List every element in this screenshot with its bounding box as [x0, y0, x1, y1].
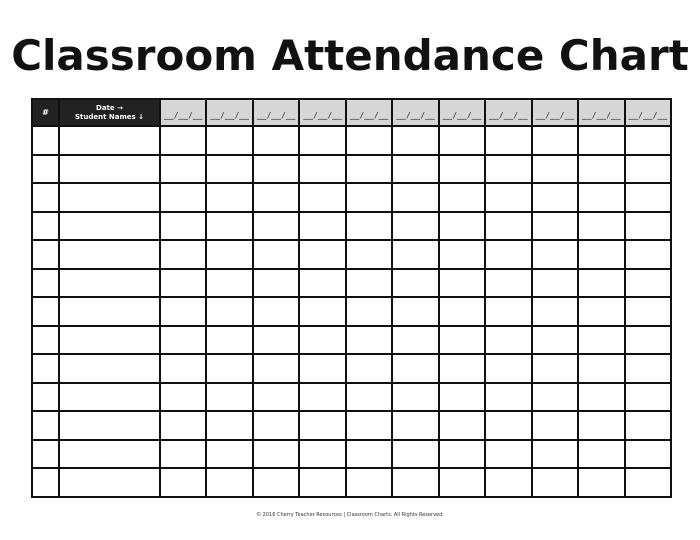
- attendance-cell[interactable]: [485, 383, 531, 412]
- date-placeholder: __/__/__: [582, 111, 621, 120]
- attendance-cell[interactable]: [625, 183, 671, 212]
- student-name-cell[interactable]: [59, 411, 160, 440]
- date-column-header[interactable]: [578, 99, 624, 126]
- attendance-cell[interactable]: [206, 297, 252, 326]
- table-row: [32, 297, 671, 326]
- attendance-cell[interactable]: [253, 411, 299, 440]
- attendance-cell[interactable]: [439, 183, 485, 212]
- attendance-cell[interactable]: [439, 269, 485, 298]
- table-row: [32, 183, 671, 212]
- attendance-cell[interactable]: [346, 212, 392, 241]
- header-row: [32, 99, 671, 126]
- student-name-cell[interactable]: [59, 354, 160, 383]
- attendance-cell[interactable]: [299, 212, 345, 241]
- attendance-rows: [32, 126, 671, 497]
- row-number-cell[interactable]: [32, 326, 59, 355]
- attendance-cell[interactable]: [485, 155, 531, 184]
- attendance-cell[interactable]: [206, 354, 252, 383]
- date-column-header[interactable]: [299, 99, 345, 126]
- attendance-cell[interactable]: [253, 183, 299, 212]
- attendance-cell[interactable]: [160, 126, 206, 155]
- student-name-cell[interactable]: [59, 183, 160, 212]
- attendance-cell[interactable]: [485, 411, 531, 440]
- attendance-cell[interactable]: [346, 440, 392, 469]
- attendance-cell[interactable]: [625, 440, 671, 469]
- date-column-header[interactable]: [532, 99, 578, 126]
- attendance-cell[interactable]: [299, 240, 345, 269]
- attendance-cell[interactable]: [392, 326, 438, 355]
- row-number-cell[interactable]: [32, 354, 59, 383]
- row-number-cell[interactable]: [32, 240, 59, 269]
- attendance-cell[interactable]: [253, 240, 299, 269]
- row-number-cell[interactable]: [32, 183, 59, 212]
- attendance-cell[interactable]: [625, 155, 671, 184]
- attendance-cell[interactable]: [206, 240, 252, 269]
- attendance-cell[interactable]: [625, 297, 671, 326]
- attendance-cell[interactable]: [160, 183, 206, 212]
- attendance-cell[interactable]: [578, 269, 624, 298]
- attendance-cell[interactable]: [253, 297, 299, 326]
- attendance-cell[interactable]: [392, 411, 438, 440]
- row-number-cell[interactable]: [32, 212, 59, 241]
- student-name-cell[interactable]: [59, 297, 160, 326]
- attendance-cell[interactable]: [392, 183, 438, 212]
- attendance-cell[interactable]: [206, 155, 252, 184]
- table-row: [32, 126, 671, 155]
- attendance-table: [31, 98, 672, 498]
- attendance-cell[interactable]: [346, 411, 392, 440]
- attendance-cell[interactable]: [439, 468, 485, 497]
- table-row: [32, 269, 671, 298]
- attendance-cell[interactable]: [625, 468, 671, 497]
- attendance-cell[interactable]: [392, 297, 438, 326]
- attendance-cell[interactable]: [299, 440, 345, 469]
- attendance-cell[interactable]: [485, 440, 531, 469]
- attendance-cell[interactable]: [299, 155, 345, 184]
- attendance-cell[interactable]: [392, 212, 438, 241]
- attendance-cell[interactable]: [253, 468, 299, 497]
- student-name-cell[interactable]: [59, 440, 160, 469]
- attendance-cell[interactable]: [578, 212, 624, 241]
- date-placeholder: __/__/__: [163, 111, 203, 120]
- date-placeholder: __/__/__: [628, 111, 668, 120]
- attendance-cell[interactable]: [253, 354, 299, 383]
- attendance-cell[interactable]: [253, 269, 299, 298]
- student-name-cell[interactable]: [59, 126, 160, 155]
- attendance-cell[interactable]: [392, 383, 438, 412]
- attendance-cell[interactable]: [532, 212, 578, 241]
- attendance-cell[interactable]: [206, 411, 252, 440]
- attendance-cell[interactable]: [532, 383, 578, 412]
- date-placeholder: __/__/__: [535, 111, 575, 120]
- attendance-cell[interactable]: [206, 126, 252, 155]
- attendance-cell[interactable]: [160, 269, 206, 298]
- attendance-cell[interactable]: [578, 183, 624, 212]
- attendance-cell[interactable]: [346, 269, 392, 298]
- attendance-cell[interactable]: [485, 468, 531, 497]
- date-column-header[interactable]: [485, 99, 531, 126]
- attendance-cell[interactable]: [625, 212, 671, 241]
- row-number-cell[interactable]: [32, 269, 59, 298]
- attendance-cell[interactable]: [439, 297, 485, 326]
- attendance-cell[interactable]: [532, 269, 578, 298]
- attendance-cell[interactable]: [299, 269, 345, 298]
- attendance-cell[interactable]: [485, 212, 531, 241]
- attendance-cell[interactable]: [392, 240, 438, 269]
- attendance-cell[interactable]: [253, 440, 299, 469]
- table-row: [32, 468, 671, 497]
- attendance-cell[interactable]: [346, 297, 392, 326]
- attendance-cell[interactable]: [485, 269, 531, 298]
- student-name-cell[interactable]: [59, 383, 160, 412]
- date-column-header[interactable]: [253, 99, 299, 126]
- attendance-cell[interactable]: [439, 354, 485, 383]
- date-column-header[interactable]: [346, 99, 392, 126]
- row-number-cell[interactable]: [32, 155, 59, 184]
- date-column-header[interactable]: [439, 99, 485, 126]
- attendance-cell[interactable]: [253, 383, 299, 412]
- attendance-cell[interactable]: [392, 354, 438, 383]
- attendance-cell[interactable]: [206, 468, 252, 497]
- attendance-cell[interactable]: [578, 155, 624, 184]
- row-number-cell[interactable]: [32, 468, 59, 497]
- attendance-cell[interactable]: [299, 183, 345, 212]
- attendance-cell[interactable]: [346, 155, 392, 184]
- attendance-cell[interactable]: [625, 269, 671, 298]
- attendance-cell[interactable]: [346, 240, 392, 269]
- date-column-header[interactable]: [625, 99, 671, 126]
- attendance-cell[interactable]: [253, 126, 299, 155]
- student-name-cell[interactable]: [59, 269, 160, 298]
- attendance-cell[interactable]: [439, 411, 485, 440]
- attendance-cell[interactable]: [578, 383, 624, 412]
- attendance-cell[interactable]: [485, 126, 531, 155]
- attendance-cell[interactable]: [439, 326, 485, 355]
- attendance-cell[interactable]: [532, 183, 578, 212]
- attendance-cell[interactable]: [532, 126, 578, 155]
- table-row: [32, 440, 671, 469]
- attendance-cell[interactable]: [160, 155, 206, 184]
- copyright-footer: © 2016 Cherry Teacher Resources | Classroom Charts. All Rights Reserved.: [256, 512, 444, 518]
- attendance-cell[interactable]: [160, 326, 206, 355]
- attendance-cell[interactable]: [485, 240, 531, 269]
- attendance-cell[interactable]: [578, 297, 624, 326]
- attendance-cell[interactable]: [532, 440, 578, 469]
- attendance-cell[interactable]: [392, 440, 438, 469]
- table-row: [32, 354, 671, 383]
- attendance-cell[interactable]: [299, 354, 345, 383]
- attendance-cell[interactable]: [206, 383, 252, 412]
- attendance-cell[interactable]: [299, 297, 345, 326]
- attendance-cell[interactable]: [439, 240, 485, 269]
- attendance-cell[interactable]: [160, 440, 206, 469]
- table-row: [32, 240, 671, 269]
- attendance-cell[interactable]: [206, 212, 252, 241]
- attendance-cell[interactable]: [160, 383, 206, 412]
- attendance-cell[interactable]: [346, 383, 392, 412]
- attendance-cell[interactable]: [439, 440, 485, 469]
- attendance-cell[interactable]: [485, 326, 531, 355]
- date-label: Date →: [96, 103, 123, 112]
- attendance-cell[interactable]: [346, 126, 392, 155]
- date-column-header[interactable]: [160, 99, 206, 126]
- attendance-cell[interactable]: [532, 411, 578, 440]
- attendance-cell[interactable]: [532, 468, 578, 497]
- attendance-cell[interactable]: [346, 183, 392, 212]
- date-column-header[interactable]: [392, 99, 438, 126]
- attendance-cell[interactable]: [206, 326, 252, 355]
- attendance-cell[interactable]: [439, 126, 485, 155]
- attendance-cell[interactable]: [253, 155, 299, 184]
- attendance-cell[interactable]: [578, 240, 624, 269]
- attendance-cell[interactable]: [160, 354, 206, 383]
- attendance-cell[interactable]: [439, 383, 485, 412]
- attendance-cell[interactable]: [346, 468, 392, 497]
- attendance-cell[interactable]: [160, 240, 206, 269]
- date-placeholder: __/__/__: [349, 111, 389, 120]
- attendance-cell[interactable]: [625, 126, 671, 155]
- attendance-cell[interactable]: [532, 326, 578, 355]
- attendance-cell[interactable]: [253, 212, 299, 241]
- row-number-cell[interactable]: [32, 297, 59, 326]
- attendance-cell[interactable]: [625, 326, 671, 355]
- attendance-cell[interactable]: [206, 269, 252, 298]
- attendance-cell[interactable]: [485, 297, 531, 326]
- attendance-cell[interactable]: [532, 155, 578, 184]
- attendance-cell[interactable]: [578, 440, 624, 469]
- student-name-cell[interactable]: [59, 155, 160, 184]
- attendance-cell[interactable]: [206, 440, 252, 469]
- attendance-cell[interactable]: [206, 183, 252, 212]
- attendance-cell[interactable]: [532, 240, 578, 269]
- attendance-cell[interactable]: [439, 155, 485, 184]
- date-placeholder: __/__/__: [489, 111, 528, 120]
- student-names-header: [59, 99, 160, 126]
- attendance-cell[interactable]: [625, 240, 671, 269]
- attendance-cell[interactable]: [392, 269, 438, 298]
- table-row: [32, 155, 671, 184]
- attendance-cell[interactable]: [160, 411, 206, 440]
- row-number-cell[interactable]: [32, 411, 59, 440]
- student-name-cell[interactable]: [59, 468, 160, 497]
- attendance-cell[interactable]: [392, 155, 438, 184]
- attendance-cell[interactable]: [160, 297, 206, 326]
- attendance-cell[interactable]: [485, 354, 531, 383]
- attendance-cell[interactable]: [578, 411, 624, 440]
- attendance-cell[interactable]: [532, 297, 578, 326]
- student-name-cell[interactable]: [59, 212, 160, 241]
- attendance-cell[interactable]: [160, 468, 206, 497]
- date-placeholder: __/__/__: [210, 111, 249, 120]
- attendance-cell[interactable]: [625, 354, 671, 383]
- attendance-cell[interactable]: [346, 354, 392, 383]
- attendance-cell[interactable]: [625, 383, 671, 412]
- row-number-cell[interactable]: [32, 383, 59, 412]
- date-placeholder: __/__/__: [442, 111, 482, 120]
- attendance-cell[interactable]: [578, 326, 624, 355]
- attendance-cell[interactable]: [346, 326, 392, 355]
- attendance-cell[interactable]: [392, 126, 438, 155]
- attendance-cell[interactable]: [253, 326, 299, 355]
- attendance-cell[interactable]: [578, 126, 624, 155]
- attendance-cell[interactable]: [578, 354, 624, 383]
- attendance-cell[interactable]: [160, 212, 206, 241]
- date-placeholder: __/__/__: [396, 111, 435, 120]
- page-title: Classroom Attendance Chart: [11, 31, 689, 80]
- attendance-cell[interactable]: [299, 126, 345, 155]
- attendance-cell[interactable]: [299, 383, 345, 412]
- attendance-cell[interactable]: [485, 183, 531, 212]
- attendance-cell[interactable]: [299, 468, 345, 497]
- attendance-cell[interactable]: [392, 468, 438, 497]
- student-name-cell[interactable]: [59, 240, 160, 269]
- attendance-cell[interactable]: [625, 411, 671, 440]
- table-row: [32, 383, 671, 412]
- attendance-cell[interactable]: [299, 411, 345, 440]
- attendance-cell[interactable]: [299, 326, 345, 355]
- number-column-header: #: [32, 99, 59, 126]
- attendance-cell[interactable]: [578, 468, 624, 497]
- row-number-cell[interactable]: [32, 126, 59, 155]
- table-row: [32, 326, 671, 355]
- date-column-header[interactable]: [206, 99, 252, 126]
- student-name-cell[interactable]: [59, 326, 160, 355]
- table-row: [32, 212, 671, 241]
- attendance-cell[interactable]: [532, 354, 578, 383]
- date-placeholder: __/__/__: [303, 111, 342, 120]
- attendance-cell[interactable]: [439, 212, 485, 241]
- table-row: [32, 411, 671, 440]
- date-placeholder: __/__/__: [256, 111, 296, 120]
- row-number-cell[interactable]: [32, 440, 59, 469]
- student-names-label: Student Names ↓: [75, 112, 144, 121]
